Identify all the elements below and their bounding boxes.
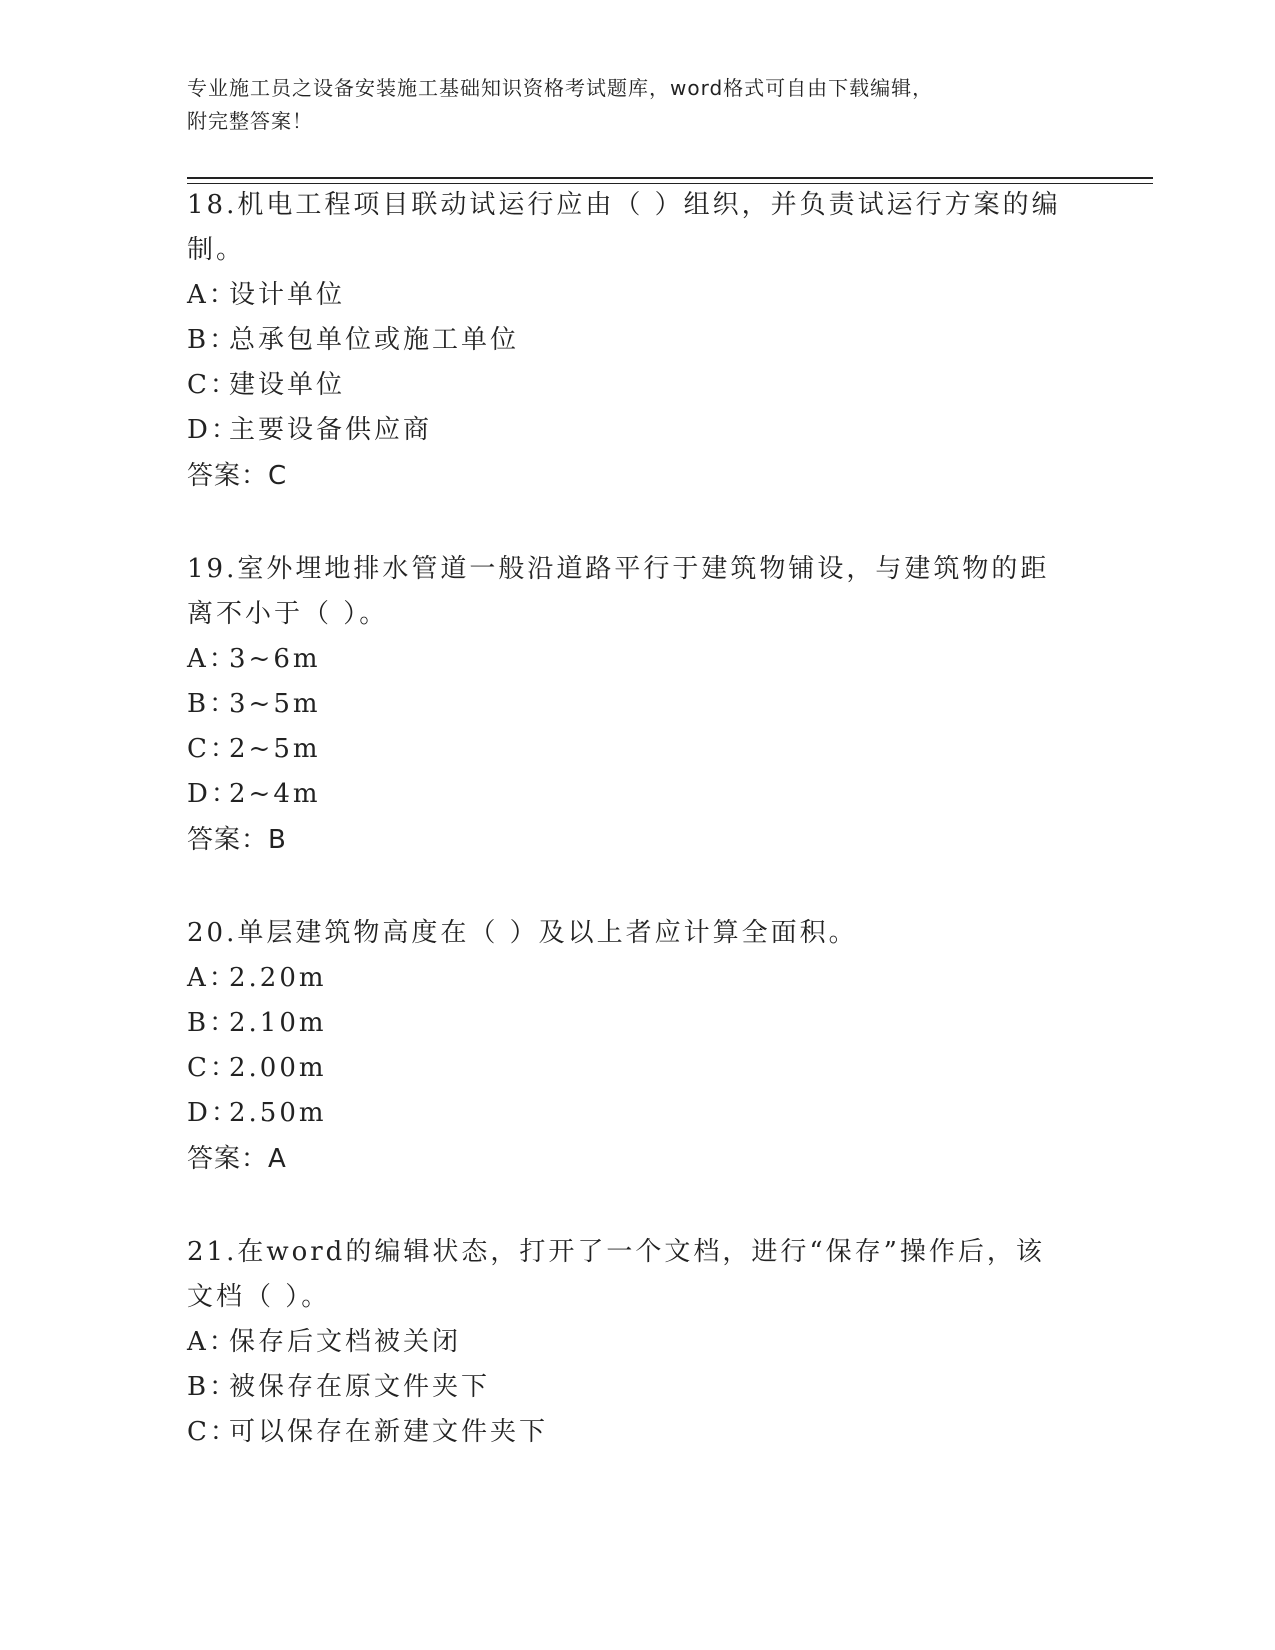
option-c: [187, 727, 1067, 772]
answer-line: 答案：C: [187, 461, 288, 491]
option-key: C：: [187, 1053, 239, 1083]
question-18: [187, 183, 1067, 499]
answer-line: 答案：A: [187, 1144, 287, 1174]
option-key: C：: [187, 1417, 239, 1447]
option-text: 被保存在原文件夹下: [229, 1372, 491, 1402]
option-key: A：: [187, 963, 238, 993]
option-key: D：: [187, 1098, 240, 1128]
option-key: B：: [187, 325, 239, 355]
option-key: B：: [187, 689, 239, 719]
option-d: [187, 1091, 1067, 1136]
option-text: 总承包单位或施工单位: [229, 325, 520, 355]
document-header: [187, 72, 1067, 138]
question-19: [187, 547, 1067, 863]
option-key: C：: [187, 734, 239, 764]
option-text: 3~5m: [229, 689, 321, 719]
option-d: [187, 408, 1067, 453]
header-divider-thick: [187, 177, 1153, 179]
question-text: 20.单层建筑物高度在（ ）及以上者应计算全面积。: [187, 918, 858, 948]
question-20: [187, 911, 1067, 1182]
option-text: 2.50m: [229, 1098, 327, 1128]
header-line-1: 专业施工员之设备安装施工基础知识资格考试题库，word格式可自由下载编辑，: [187, 76, 934, 100]
header-line-2: 附完整答案！: [187, 109, 313, 133]
option-key: A：: [187, 280, 238, 310]
option-text: 2.00m: [229, 1053, 327, 1083]
option-text: 3~6m: [229, 644, 321, 674]
option-text: 2~5m: [229, 734, 321, 764]
option-c: [187, 1046, 1067, 1091]
option-key: C：: [187, 370, 239, 400]
option-b: [187, 318, 1067, 363]
option-a: [187, 956, 1067, 1001]
option-text: 保存后文档被关闭: [229, 1327, 462, 1357]
option-c: [187, 363, 1067, 408]
option-key: B：: [187, 1372, 239, 1402]
option-text: 2.20m: [229, 963, 327, 993]
option-text: 设计单位: [229, 280, 346, 310]
question-21: [187, 1230, 1067, 1455]
option-a: [187, 637, 1067, 682]
option-a: [187, 273, 1067, 318]
option-text: 2~4m: [229, 779, 321, 809]
option-key: B：: [187, 1008, 239, 1038]
option-key: A：: [187, 1327, 238, 1357]
option-b: [187, 682, 1067, 727]
option-key: A：: [187, 644, 238, 674]
option-c: [187, 1410, 1067, 1455]
option-b: [187, 1365, 1067, 1410]
option-a: [187, 1320, 1067, 1365]
answer-line: 答案：B: [187, 825, 287, 855]
option-text: 主要设备供应商: [229, 415, 433, 445]
question-text: 19.室外埋地排水管道一般沿道路平行于建筑物铺设，与建筑物的距离不小于（ ）。: [187, 554, 1050, 629]
option-b: [187, 1001, 1067, 1046]
option-d: [187, 772, 1067, 817]
option-key: D：: [187, 779, 240, 809]
option-text: 可以保存在新建文件夹下: [229, 1417, 549, 1447]
option-key: D：: [187, 415, 240, 445]
question-text: 18.机电工程项目联动试运行应由（ ）组织，并负责试运行方案的编制。: [187, 190, 1061, 265]
option-text: 建设单位: [229, 370, 346, 400]
option-text: 2.10m: [229, 1008, 327, 1038]
question-text: 21.在word的编辑状态，打开了一个文档，进行“保存”操作后，该文档（ ）。: [187, 1237, 1045, 1312]
